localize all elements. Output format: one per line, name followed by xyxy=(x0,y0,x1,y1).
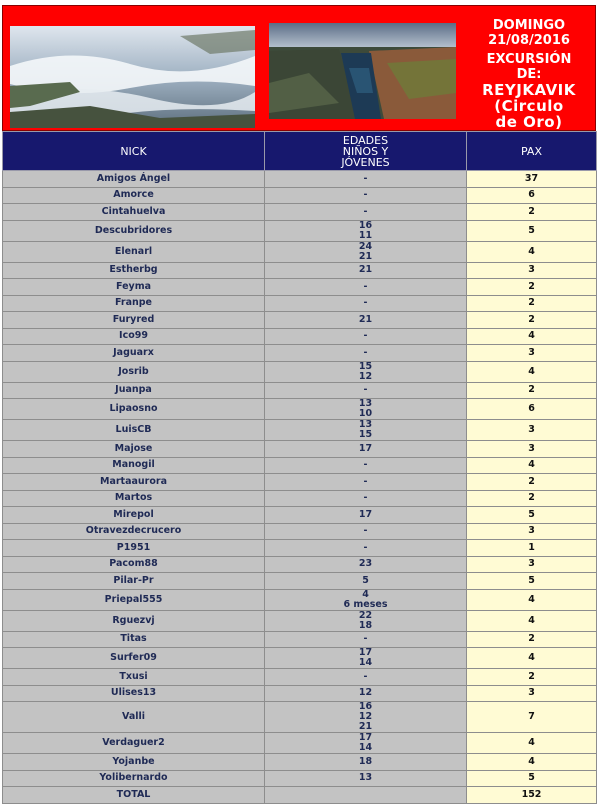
table-row xyxy=(3,685,597,702)
age-value: 13 xyxy=(358,398,373,409)
pax-cell: 2 xyxy=(467,279,597,296)
ages-cell xyxy=(265,631,467,648)
ages-cell xyxy=(265,754,467,771)
nick-cell: Jaguarx xyxy=(3,345,265,362)
total-row xyxy=(3,787,597,804)
ages-cell xyxy=(265,770,467,787)
table-row xyxy=(3,648,597,669)
ages-cell xyxy=(265,556,467,573)
age-value: 21 xyxy=(358,721,373,732)
ages-cell xyxy=(265,702,467,733)
table-row xyxy=(3,441,597,458)
pax-cell: 37 xyxy=(467,171,597,188)
nick-cell: Ulises13 xyxy=(3,685,265,702)
nick-cell: Rguezvj xyxy=(3,610,265,631)
nick-cell: Martos xyxy=(3,490,265,507)
nick-cell: Surfer09 xyxy=(3,648,265,669)
age-value: 16 xyxy=(358,701,373,712)
table-body xyxy=(3,171,597,804)
pax-cell: 4 xyxy=(467,457,597,474)
ages-cell xyxy=(265,589,467,610)
age-value: 10 xyxy=(358,408,373,419)
nick-cell: Estherbg xyxy=(3,262,265,279)
age-value: 17 xyxy=(358,647,373,658)
table-row xyxy=(3,361,597,382)
nick-cell: Lipaosno xyxy=(3,399,265,420)
age-value: 17 xyxy=(358,442,373,454)
age-value: 13 xyxy=(358,419,373,430)
age-value: - xyxy=(363,189,368,201)
total-pax: 152 xyxy=(467,787,597,804)
ages-cell xyxy=(265,669,467,686)
pax-cell: 4 xyxy=(467,733,597,754)
pax-cell: 3 xyxy=(467,685,597,702)
pax-cell: 3 xyxy=(467,345,597,362)
age-value: - xyxy=(363,205,368,217)
pax-cell: 4 xyxy=(467,610,597,631)
table-row xyxy=(3,328,597,345)
ages-cell xyxy=(265,361,467,382)
table-row xyxy=(3,345,597,362)
age-value: - xyxy=(363,384,368,396)
pax-cell: 2 xyxy=(467,312,597,329)
age-value: 24 xyxy=(358,240,373,252)
table-row xyxy=(3,770,597,787)
age-value: - xyxy=(363,525,368,537)
age-value: - xyxy=(363,330,368,342)
pax-cell: 3 xyxy=(467,262,597,279)
ages-cell xyxy=(265,241,467,262)
ages-header-line-1: EDADES xyxy=(342,133,389,147)
nick-cell: Elenarl xyxy=(3,241,265,262)
table-row xyxy=(3,556,597,573)
table-row xyxy=(3,295,597,312)
ages-header-line-2: NIÑOS Y xyxy=(342,144,389,158)
nick-cell: Mirepol xyxy=(3,507,265,524)
table-row xyxy=(3,573,597,590)
age-value: - xyxy=(363,541,368,553)
age-value: - xyxy=(363,297,368,309)
table-row xyxy=(3,382,597,399)
pax-cell: 4 xyxy=(467,648,597,669)
ages-cell xyxy=(265,540,467,557)
age-value: - xyxy=(363,172,368,184)
age-value: 12 xyxy=(358,687,373,699)
table-row xyxy=(3,171,597,188)
ages-cell xyxy=(265,441,467,458)
pax-cell: 4 xyxy=(467,589,597,610)
nick-cell: Otravezdecrucero xyxy=(3,523,265,540)
pax-cell: 1 xyxy=(467,540,597,557)
pax-cell: 2 xyxy=(467,669,597,686)
total-label: TOTAL xyxy=(3,787,265,804)
age-value: - xyxy=(363,475,368,487)
table-row xyxy=(3,204,597,221)
nick-cell: Franpe xyxy=(3,295,265,312)
ages-header xyxy=(265,132,467,171)
nick-cell: Pilar-Pr xyxy=(3,573,265,590)
nick-cell: Juanpa xyxy=(3,382,265,399)
pax-cell: 2 xyxy=(467,382,597,399)
table-row xyxy=(3,399,597,420)
nick-cell: Majose xyxy=(3,441,265,458)
ages-cell xyxy=(265,171,467,188)
table-row xyxy=(3,312,597,329)
ages-cell xyxy=(265,474,467,491)
pax-cell: 5 xyxy=(467,770,597,787)
pax-header: PAX xyxy=(467,132,597,171)
ages-cell xyxy=(265,382,467,399)
pax-cell: 3 xyxy=(467,441,597,458)
age-value: 5 xyxy=(362,574,369,586)
pax-cell: 4 xyxy=(467,328,597,345)
age-value: - xyxy=(363,670,368,682)
age-value: 17 xyxy=(358,732,373,743)
age-value: 12 xyxy=(358,370,373,382)
nick-header: NICK xyxy=(3,132,265,171)
ages-cell xyxy=(265,328,467,345)
table-row xyxy=(3,457,597,474)
city-name: REYJKAVIK xyxy=(482,81,576,99)
table-row xyxy=(3,733,597,754)
canyon-photo xyxy=(269,23,456,119)
ages-header-line-3: JÓVENES xyxy=(341,155,390,169)
pax-cell: 7 xyxy=(467,702,597,733)
nick-cell: Amigos Ángel xyxy=(3,171,265,188)
nick-cell: Titas xyxy=(3,631,265,648)
table-row xyxy=(3,241,597,262)
age-value: - xyxy=(363,633,368,645)
table-row xyxy=(3,262,597,279)
pax-cell: 5 xyxy=(467,507,597,524)
ages-cell xyxy=(265,733,467,754)
pax-cell: 2 xyxy=(467,204,597,221)
pax-cell: 2 xyxy=(467,631,597,648)
ages-cell xyxy=(265,573,467,590)
table-row xyxy=(3,631,597,648)
age-value: 17 xyxy=(358,508,373,520)
total-ages xyxy=(265,787,467,804)
pax-cell: 4 xyxy=(467,754,597,771)
nick-cell: Verdaguer2 xyxy=(3,733,265,754)
age-value: 16 xyxy=(358,219,373,231)
table-row xyxy=(3,754,597,771)
ages-cell xyxy=(265,279,467,296)
table-header-row xyxy=(3,132,597,171)
nick-cell: Ico99 xyxy=(3,328,265,345)
table-row xyxy=(3,669,597,686)
ages-cell xyxy=(265,523,467,540)
table-row xyxy=(3,507,597,524)
age-value: 13 xyxy=(358,772,373,784)
ages-cell xyxy=(265,312,467,329)
ages-cell xyxy=(265,204,467,221)
nick-cell: Priepal555 xyxy=(3,589,265,610)
age-value: 14 xyxy=(358,657,373,668)
age-value: 18 xyxy=(358,755,373,767)
table-row xyxy=(3,702,597,733)
excursion-sheet xyxy=(2,5,596,804)
nick-cell: P1951 xyxy=(3,540,265,557)
age-value: 15 xyxy=(358,429,373,440)
table-row xyxy=(3,187,597,204)
age-value: - xyxy=(363,346,368,358)
ages-cell xyxy=(265,220,467,241)
header-banner xyxy=(2,5,596,131)
table-row xyxy=(3,420,597,441)
ages-cell xyxy=(265,490,467,507)
pax-cell: 2 xyxy=(467,490,597,507)
nick-cell: Feyma xyxy=(3,279,265,296)
nick-cell: Descubridores xyxy=(3,220,265,241)
ages-cell xyxy=(265,507,467,524)
age-value: 12 xyxy=(358,711,373,722)
age-value: - xyxy=(363,459,368,471)
ages-cell xyxy=(265,420,467,441)
table-row xyxy=(3,490,597,507)
nick-cell: Cintahuelva xyxy=(3,204,265,221)
age-value: 18 xyxy=(358,619,373,631)
ages-cell xyxy=(265,262,467,279)
nick-cell: Josrib xyxy=(3,361,265,382)
age-value: 14 xyxy=(358,742,373,753)
pax-cell: 6 xyxy=(467,399,597,420)
age-value: 22 xyxy=(358,609,373,621)
nick-cell: LuisCB xyxy=(3,420,265,441)
pax-cell: 2 xyxy=(467,295,597,312)
pax-cell: 5 xyxy=(467,220,597,241)
tour-line-2: de Oro) xyxy=(495,113,563,131)
age-value: 15 xyxy=(358,360,373,372)
ages-cell xyxy=(265,685,467,702)
pax-cell: 4 xyxy=(467,241,597,262)
excursion-title xyxy=(463,6,595,130)
ages-cell xyxy=(265,610,467,631)
participants-table xyxy=(2,131,597,804)
nick-cell: Amorce xyxy=(3,187,265,204)
excursion-line-1: EXCURSIÓN xyxy=(486,52,572,67)
nick-cell: Yolibernardo xyxy=(3,770,265,787)
ages-cell xyxy=(265,187,467,204)
age-value: 21 xyxy=(358,313,373,325)
table-row xyxy=(3,610,597,631)
ages-cell xyxy=(265,345,467,362)
age-value: 21 xyxy=(358,264,373,276)
tour-line-1: (Circulo xyxy=(494,97,564,115)
age-value: 11 xyxy=(358,229,373,241)
age-value: 4 xyxy=(362,588,369,600)
waterfall-photo xyxy=(10,26,255,128)
excursion-line-2: DE: xyxy=(516,67,542,82)
age-value: 6 meses xyxy=(343,598,388,610)
nick-cell: Furyred xyxy=(3,312,265,329)
nick-cell: Yojanbe xyxy=(3,754,265,771)
age-value: 21 xyxy=(358,250,373,262)
pax-cell: 6 xyxy=(467,187,597,204)
pax-cell: 5 xyxy=(467,573,597,590)
table-row xyxy=(3,540,597,557)
nick-cell: Manogil xyxy=(3,457,265,474)
pax-cell: 4 xyxy=(467,361,597,382)
nick-cell: Martaaurora xyxy=(3,474,265,491)
table-row xyxy=(3,523,597,540)
age-value: 23 xyxy=(358,558,373,570)
date-line-2: 21/08/2016 xyxy=(488,33,570,48)
pax-cell: 3 xyxy=(467,523,597,540)
pax-cell: 2 xyxy=(467,474,597,491)
nick-cell: Txusi xyxy=(3,669,265,686)
pax-cell: 3 xyxy=(467,420,597,441)
table-row xyxy=(3,589,597,610)
ages-cell xyxy=(265,399,467,420)
ages-cell xyxy=(265,295,467,312)
date-line-1: DOMINGO xyxy=(492,18,566,33)
nick-cell: Valli xyxy=(3,702,265,733)
pax-cell: 3 xyxy=(467,556,597,573)
ages-cell xyxy=(265,648,467,669)
nick-cell: Pacom88 xyxy=(3,556,265,573)
table-row xyxy=(3,220,597,241)
ages-cell xyxy=(265,457,467,474)
table-row xyxy=(3,474,597,491)
age-value: - xyxy=(363,492,368,504)
table-row xyxy=(3,279,597,296)
age-value: - xyxy=(363,280,368,292)
